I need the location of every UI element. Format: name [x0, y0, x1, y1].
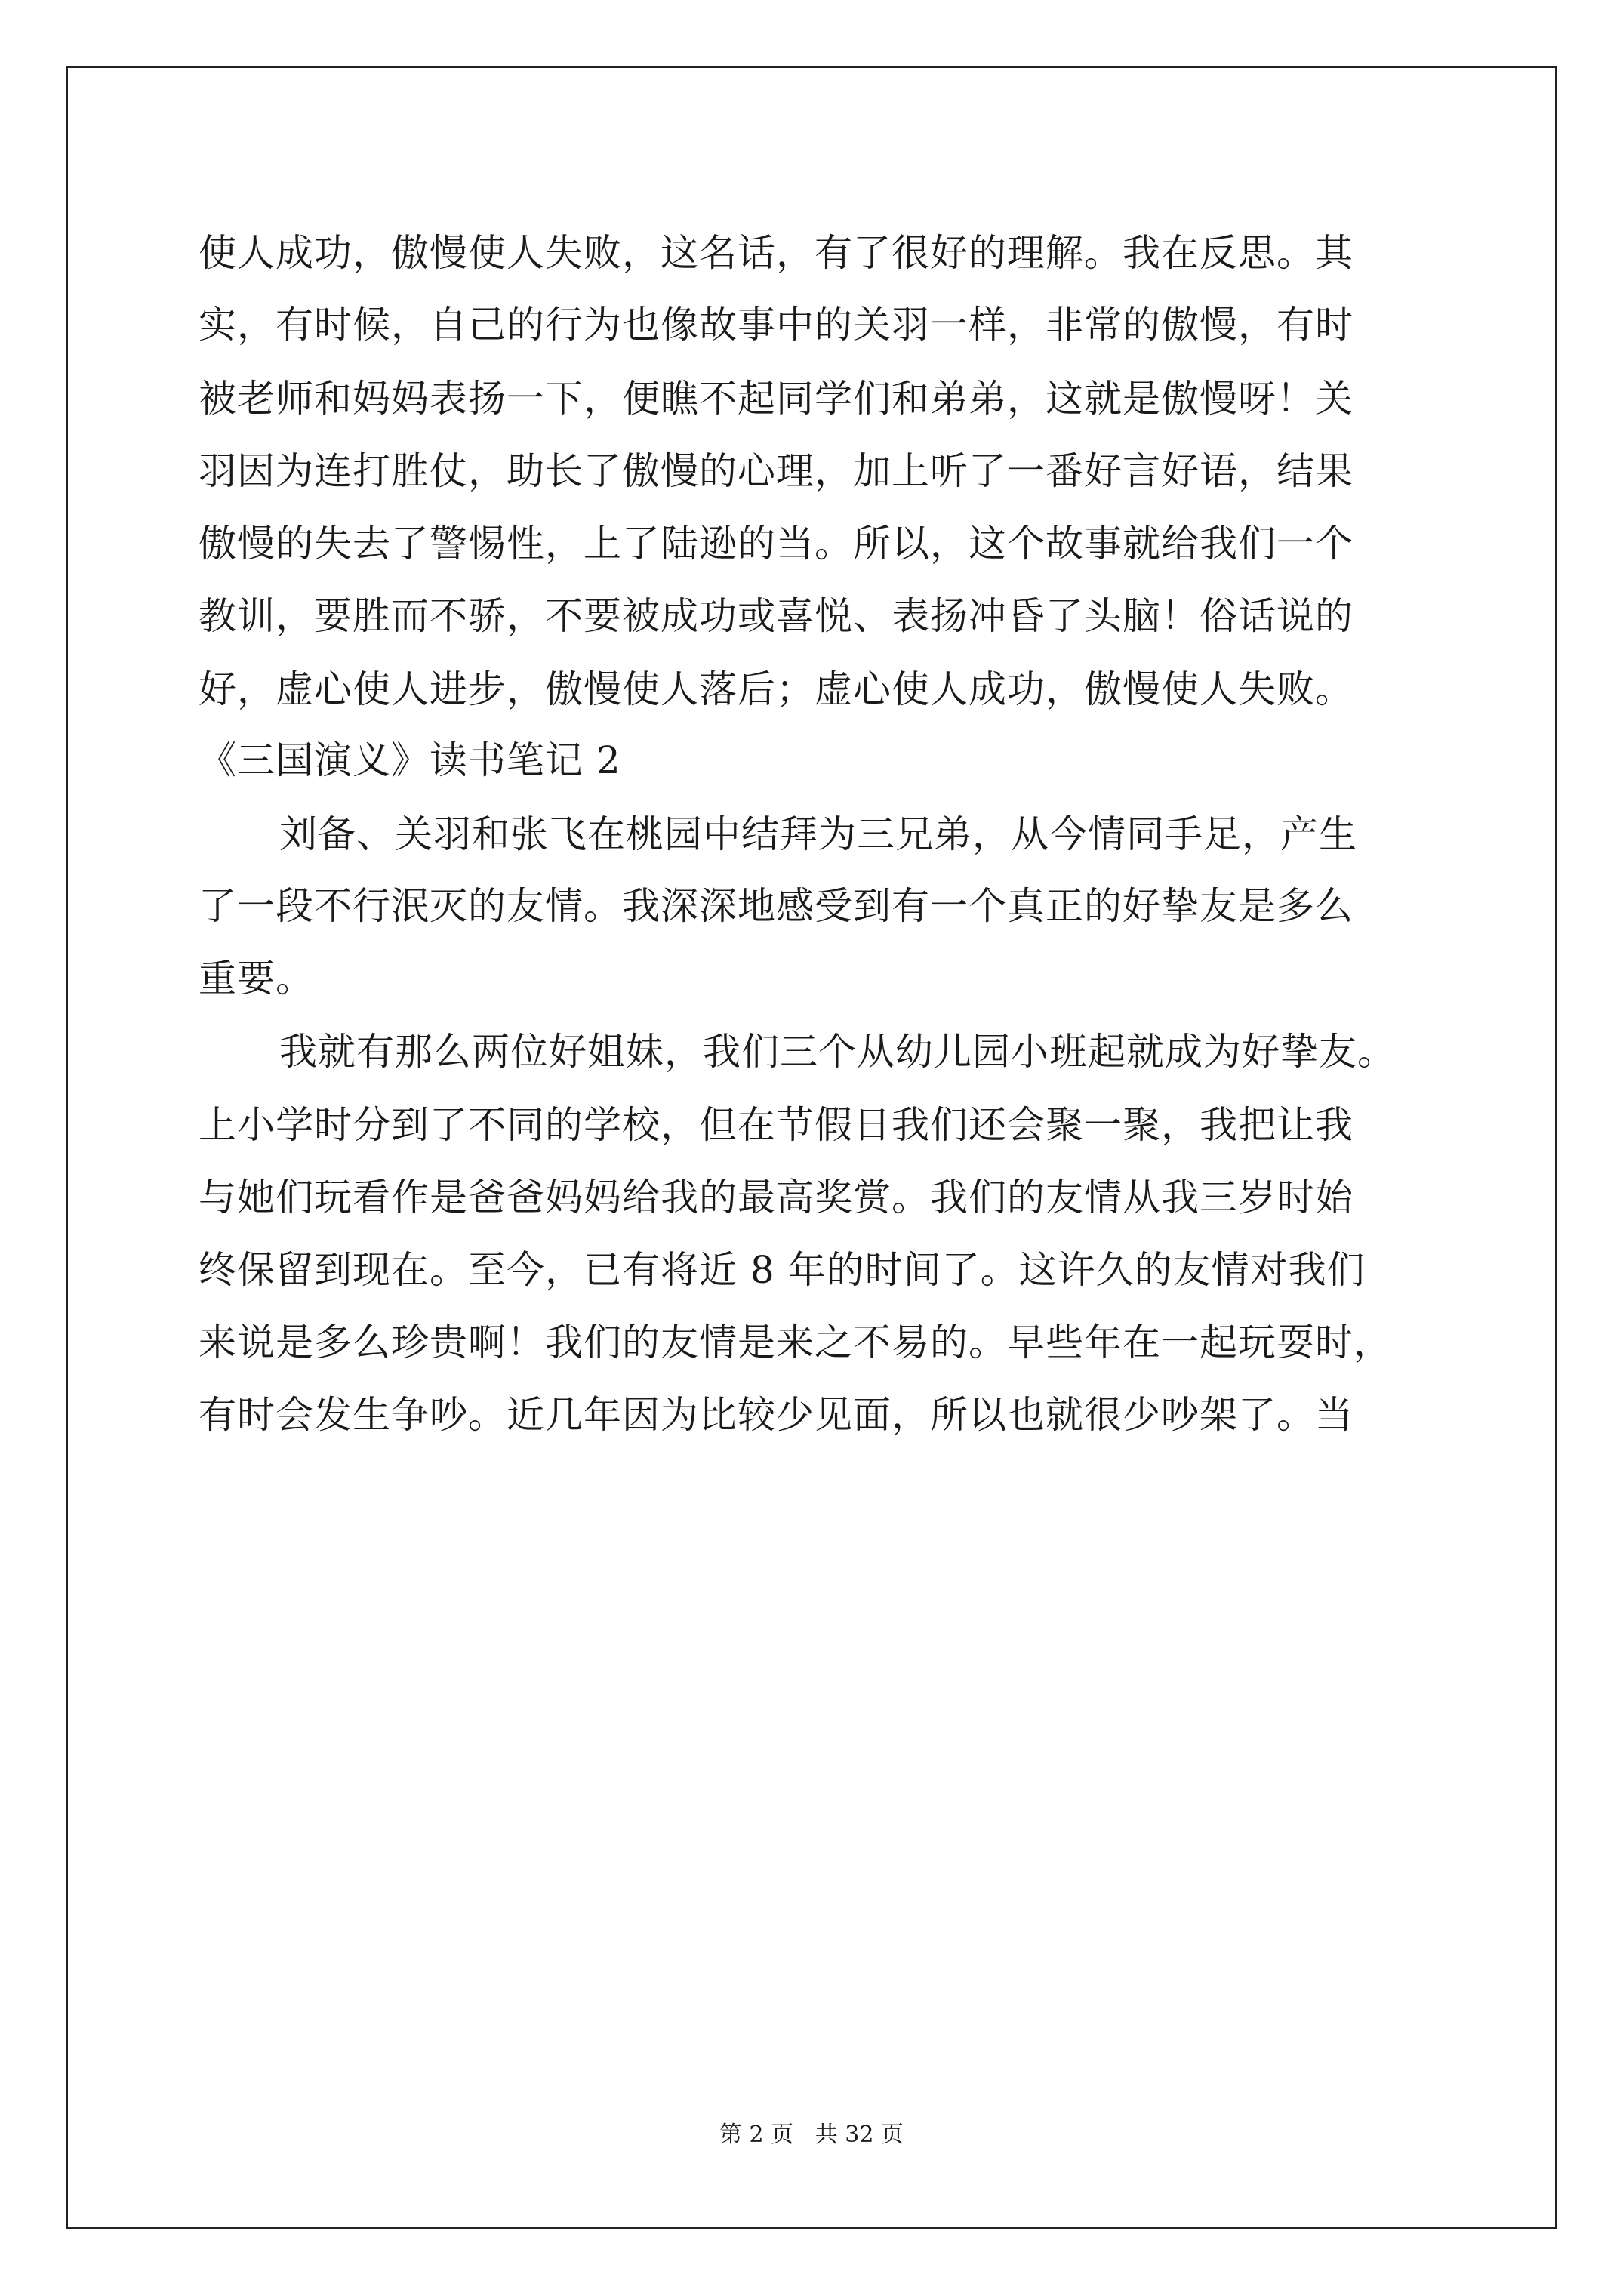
text-line: 有时会发生争吵。近几年因为比较少见面，所以也就很少吵架了。当 [199, 1393, 1354, 1437]
paragraph-first-line: 刘备、关羽和张飞在桃园中结拜为三兄弟，从今情同手足，产生 [279, 812, 1357, 856]
text-line: 傲慢的失去了警惕性，上了陆逊的当。所以，这个故事就给我们一个 [199, 522, 1354, 566]
text-line: 与她们玩看作是爸爸妈妈给我的最高奖赏。我们的友情从我三岁时始 [199, 1176, 1354, 1219]
text-line: 羽因为连打胜仗，助长了傲慢的心理，加上听了一番好言好语，结果 [199, 449, 1354, 493]
text-line: 实，有时候，自己的行为也像故事中的关羽一样，非常的傲慢，有时 [199, 303, 1354, 347]
paragraph-first-line: 我就有那么两位好姐妹，我们三个从幼儿园小班起就成为好挚友。 [279, 1030, 1396, 1074]
text-line: 教训，要胜而不骄，不要被成功或喜悦、表扬冲昏了头脑！俗话说的 [199, 594, 1354, 638]
text-line: 来说是多么珍贵啊！我们的友情是来之不易的。早些年在一起玩耍时， [199, 1321, 1392, 1364]
page-footer: 第 2 页 共 32 页 [719, 2122, 904, 2148]
section-heading: 《三国演义》读书笔记 2 [199, 738, 621, 782]
text-line: 好，虚心使人进步，傲慢使人落后；虚心使人成功，傲慢使人失败。 [199, 667, 1354, 711]
text-line: 重要。 [199, 957, 314, 1000]
text-line: 上小学时分到了不同的学校，但在节假日我们还会聚一聚，我把让我 [199, 1103, 1354, 1147]
text-line: 了一段不行泯灭的友情。我深深地感受到有一个真正的好挚友是多么 [199, 884, 1354, 928]
text-line: 使人成功，傲慢使人失败，这名话，有了很好的理解。我在反思。其 [199, 231, 1354, 275]
text-line: 被老师和妈妈表扬一下，便瞧不起同学们和弟弟，这就是傲慢呀！关 [199, 377, 1354, 421]
text-line: 终保留到现在。至今，已有将近 8 年的时间了。这许久的友情对我们 [199, 1248, 1366, 1292]
